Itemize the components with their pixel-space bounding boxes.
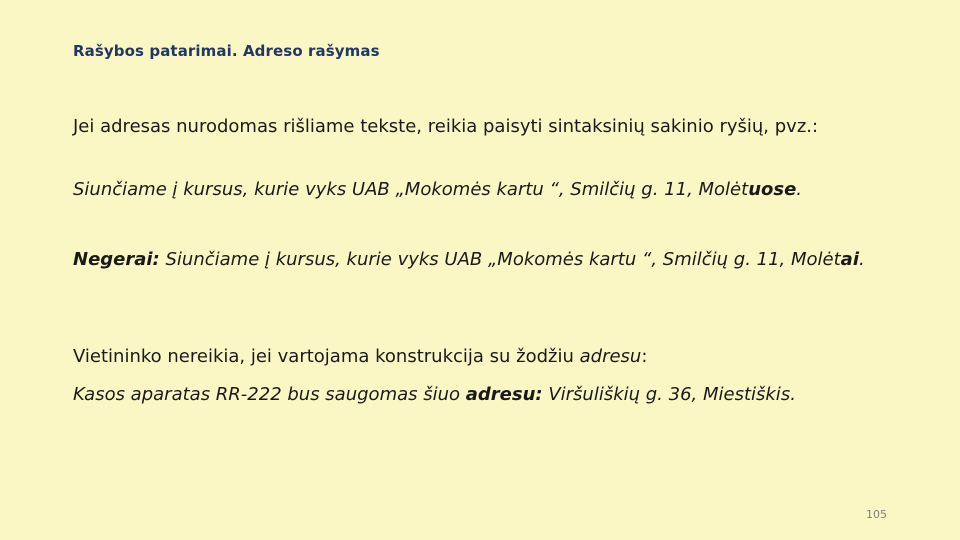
paragraph-locative	[73, 345, 873, 369]
example-incorrect	[73, 248, 873, 272]
example-address-text: Kasos aparatas RR-222 bus saugomas šiuo	[73, 384, 466, 405]
example-address	[73, 383, 873, 407]
example-correct-end: .	[796, 179, 803, 200]
example-address-end: Viršuliškių g. 36, Miestiškis.	[542, 384, 796, 405]
paragraph-locative-word: adresu	[579, 346, 642, 367]
paragraph-locative-end: :	[641, 346, 648, 367]
example-correct-ending: uose	[748, 179, 797, 200]
incorrect-label: Negerai:	[73, 249, 160, 270]
example-correct	[73, 178, 873, 202]
example-incorrect-text: Siunčiame į kursus, kurie vyks UAB „Mokomės kartu “, Smilčių g. 11, Molėt	[159, 249, 841, 270]
example-incorrect-ending: ai	[840, 249, 859, 270]
page-number: 105	[866, 508, 887, 521]
paragraph-locative-text: Vietininko nereikia, jei vartojama konstrukcija su žodžiu	[73, 346, 580, 367]
example-address-keyword: adresu:	[465, 384, 543, 405]
example-incorrect-end: .	[859, 249, 865, 270]
example-correct-text: Siunčiame į kursus, kurie vyks UAB „Mokomės kartu “, Smilčių g. 11, Molėt	[73, 179, 749, 200]
paragraph-intro: Jei adresas nurodomas rišliame tekste, reikia paisyti sintaksinių sakinio ryšių, pvz.:	[73, 116, 819, 137]
slide-title: Rašybos patarimai. Adreso rašymas	[73, 42, 380, 60]
